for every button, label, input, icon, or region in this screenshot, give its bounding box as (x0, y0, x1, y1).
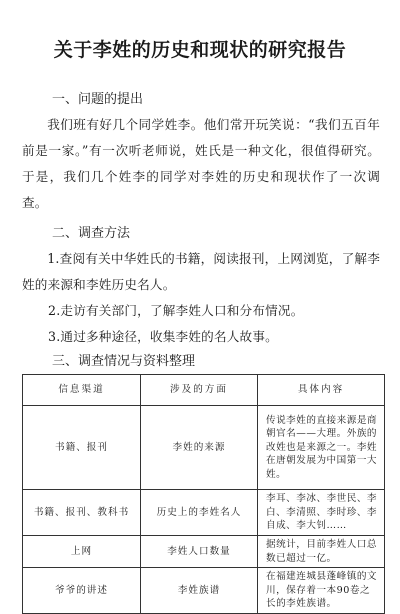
cell-content: 据统计，目前李姓人口总数已超过一亿。 (258, 536, 385, 568)
cell-content: 李耳、李冰、李世民、李白、李清照、李时珍、李自成、李大钊…… (258, 490, 385, 536)
section-heading-findings: 三、调查情况与资料整理 (52, 354, 196, 369)
table-row (23, 490, 385, 536)
cell-aspect: 李姓人口数量 (141, 536, 258, 568)
cell-channel: 书籍、报刊、教科书 (23, 490, 141, 536)
section-heading-method: 二、调查方法 (52, 226, 131, 241)
section-heading-problem: 一、问题的提出 (52, 92, 144, 107)
method-item-3: 3.通过多种途径，收集李姓的名人故事。 (48, 329, 278, 344)
table-header-row (23, 375, 385, 406)
cell-content: 在福建连城县蓬峰镇的文川，保存着一本90卷之长的李姓族谱。 (258, 568, 385, 614)
method-item-2: 2.走访有关部门，了解李姓人口和分布情况。 (48, 303, 304, 318)
table-row (23, 568, 385, 614)
cell-aspect: 李姓的来源 (141, 406, 258, 490)
cell-channel: 上网 (23, 536, 141, 568)
table-row (23, 536, 385, 568)
header-channel: 信息渠道 (23, 375, 141, 406)
findings-table (22, 374, 385, 614)
cell-channel: 书籍、报刊 (23, 406, 141, 490)
cell-channel: 爷爷的讲述 (23, 568, 141, 614)
method-item-1: 1.查阅有关中华姓氏的书籍，阅读报刊，上网浏览，了解李姓的来源和李姓历史名人。 (22, 251, 380, 292)
cell-aspect: 历史上的李姓名人 (141, 490, 258, 536)
problem-paragraph: 我们班有好几个同学姓李。他们常开玩笑说：“我们五百年前是一家。”有一次听老师说，姓氏是一种文化，很值得研究。于是，我们几个姓李的同学对李姓的历史和现状作了一次调查。 (22, 117, 380, 210)
cell-content: 传说李姓的直接来源是商朝官名——大理。外族的改姓也是来源之一。李姓在唐朝发展为中国第一大姓。 (258, 406, 385, 490)
table-row (23, 406, 385, 490)
header-content: 具体内容 (258, 375, 385, 406)
cell-aspect: 李姓族谱 (141, 568, 258, 614)
report-title: 关于李姓的历史和现状的研究报告 (53, 39, 347, 61)
header-aspect: 涉及的方面 (141, 375, 258, 406)
